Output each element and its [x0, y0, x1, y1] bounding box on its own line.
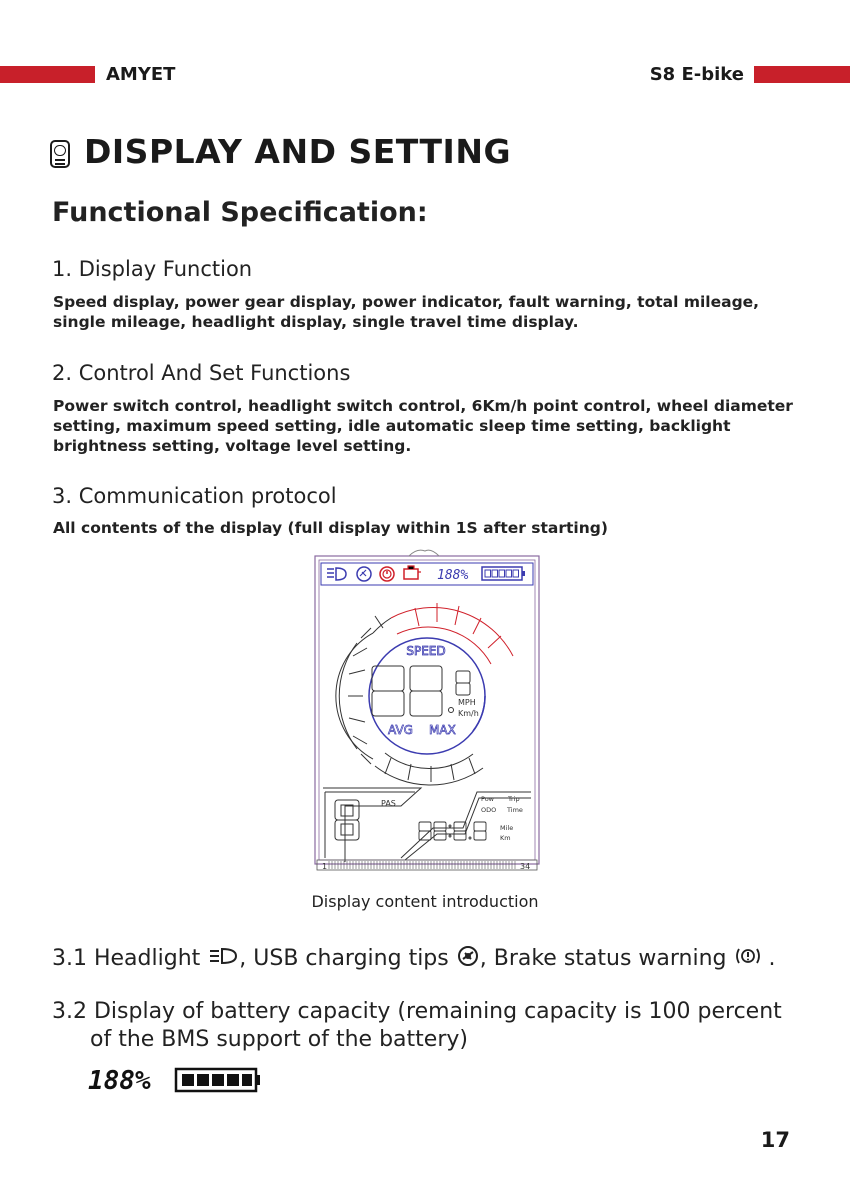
line-3-1-part4: .: [768, 946, 776, 971]
diagram-caption: Display content introduction: [311, 892, 539, 911]
lcd-diagram: [313, 548, 541, 873]
header-accent-bar-right: [754, 66, 850, 83]
item-body-display-function: Speed display, power gear display, power indicator, fault warning, total mileage, single mileage, headlight display, single travel time display.: [53, 293, 760, 331]
battery-icon: [176, 1069, 260, 1091]
headlight-icon: [207, 946, 239, 972]
item-heading-control-functions: 2. Control And Set Functions: [52, 361, 351, 385]
headlight-usb-brake-line: [52, 945, 776, 973]
item-body-communication: All contents of the display (full display within 1S after starting): [53, 519, 608, 537]
usb-charging-icon: [456, 945, 480, 973]
header-brand: AMYET: [106, 64, 176, 85]
header-model: S8 E-bike: [649, 64, 744, 85]
page-number: 17: [760, 1128, 790, 1152]
item-heading-display-function: 1. Display Function: [52, 257, 253, 281]
lcd-max-label: MAX: [429, 723, 456, 737]
item-body-control-functions: Power switch control, headlight switch control, 6Km/h point control, wheel diameter setting, maximum speed setting, idle automatic sleep time setting, backlight brightness setting, voltage level setting.: [53, 397, 793, 455]
lcd-battery-percent: 188%: [437, 568, 469, 583]
lcd-time-label: Time: [507, 806, 523, 814]
header-accent-bar-left: [0, 66, 95, 83]
battery-percent-text: 188%: [88, 1066, 151, 1096]
lcd-avg-label: AVG: [388, 723, 413, 737]
lcd-odo-label: ODO: [481, 806, 497, 814]
lcd-unit-kmh: Km/h: [458, 709, 479, 718]
lcd-km-label: Km: [500, 834, 511, 842]
lcd-pas-label: PAS: [381, 799, 396, 808]
line-3-1-part2: , USB charging tips: [239, 946, 449, 971]
lcd-trip-label: Trip: [508, 795, 520, 803]
lcd-pow-label: Pow: [481, 795, 494, 803]
item-heading-communication: 3. Communication protocol: [52, 484, 337, 508]
battery-capacity-heading: [52, 998, 822, 1054]
line-3-1-part1: 3.1 Headlight: [52, 946, 201, 971]
line-3-1-part3: , Brake status warning: [479, 946, 727, 971]
display-icon: [50, 140, 70, 168]
lcd-scale-start: 1: [322, 862, 328, 871]
brake-warning-icon: [734, 945, 762, 973]
section-title: DISPLAY AND SETTING: [84, 132, 512, 171]
functional-spec-title: Functional Specification:: [52, 197, 428, 228]
line-3-2-line2: of the BMS support of the battery): [90, 1027, 468, 1052]
lcd-mile-label: Mile: [500, 824, 514, 832]
lcd-scale-end: 34: [520, 862, 531, 871]
lcd-speed-label: SPEED: [406, 644, 446, 658]
line-3-2-line1: 3.2 Display of battery capacity (remaining capacity is 100 percent: [52, 999, 782, 1024]
battery-display-sample: [88, 1064, 268, 1096]
lcd-unit-mph: MPH: [458, 698, 476, 707]
